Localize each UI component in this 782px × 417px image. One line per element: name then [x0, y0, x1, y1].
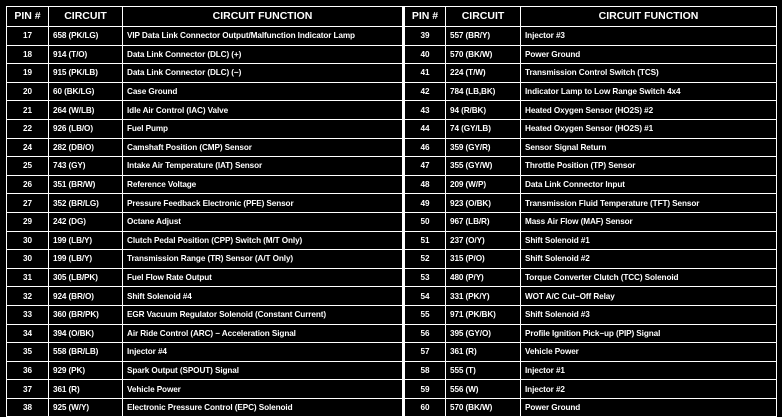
pin-cell-right: 57 — [404, 343, 446, 362]
function-cell-left: Fuel Pump — [123, 119, 404, 138]
table-row — [7, 305, 777, 324]
function-cell-left: Intake Air Temperature (IAT) Sensor — [123, 157, 404, 176]
function-cell-right: Mass Air Flow (MAF) Sensor — [521, 212, 777, 231]
circuit-cell-right: 923 (O/BK) — [446, 194, 521, 213]
pin-cell-left: 20 — [7, 82, 49, 101]
circuit-cell-right: 480 (P/Y) — [446, 268, 521, 287]
circuit-cell-left: 914 (T/O) — [49, 45, 123, 64]
table-row — [7, 45, 777, 64]
circuit-cell-right: 570 (BK/W) — [446, 45, 521, 64]
circuit-cell-left: 199 (LB/Y) — [49, 231, 123, 250]
function-cell-left: Injector #4 — [123, 343, 404, 362]
pin-cell-right: 47 — [404, 157, 446, 176]
pin-cell-right: 40 — [404, 45, 446, 64]
table-row — [7, 175, 777, 194]
circuit-cell-left: 925 (W/Y) — [49, 398, 123, 417]
function-cell-right: Injector #3 — [521, 27, 777, 46]
table-row — [7, 194, 777, 213]
function-cell-right: Shift Solenoid #2 — [521, 250, 777, 269]
function-cell-right: Sensor Signal Return — [521, 138, 777, 157]
pin-cell-left: 21 — [7, 101, 49, 120]
circuit-cell-left: 924 (BR/O) — [49, 287, 123, 306]
function-cell-left: Data Link Connector (DLC) (−) — [123, 64, 404, 83]
circuit-cell-right: 971 (PK/BK) — [446, 305, 521, 324]
function-cell-left: Shift Solenoid #4 — [123, 287, 404, 306]
pin-cell-left: 25 — [7, 157, 49, 176]
circuit-cell-left: 361 (R) — [49, 380, 123, 399]
function-cell-left: Transmission Range (TR) Sensor (A/T Only) — [123, 250, 404, 269]
pin-cell-right: 49 — [404, 194, 446, 213]
table-row — [7, 157, 777, 176]
function-cell-right: Vehicle Power — [521, 343, 777, 362]
table-row — [7, 231, 777, 250]
pin-cell-left: 35 — [7, 343, 49, 362]
function-cell-right: Shift Solenoid #1 — [521, 231, 777, 250]
circuit-cell-left: 199 (LB/Y) — [49, 250, 123, 269]
header-function-left: CIRCUIT FUNCTION — [123, 7, 404, 27]
pin-cell-right: 41 — [404, 64, 446, 83]
circuit-cell-left: 305 (LB/PK) — [49, 268, 123, 287]
table-row — [7, 82, 777, 101]
pin-cell-left: 27 — [7, 194, 49, 213]
pin-cell-left: 31 — [7, 268, 49, 287]
header-pin-left: PIN # — [7, 7, 49, 27]
function-cell-left: Vehicle Power — [123, 380, 404, 399]
circuit-cell-right: 331 (PK/Y) — [446, 287, 521, 306]
function-cell-right: Transmission Control Switch (TCS) — [521, 64, 777, 83]
pin-cell-left: 30 — [7, 250, 49, 269]
circuit-cell-right: 237 (O/Y) — [446, 231, 521, 250]
pin-cell-right: 54 — [404, 287, 446, 306]
pin-cell-left: 17 — [7, 27, 49, 46]
table-row — [7, 361, 777, 380]
function-cell-right: Heated Oxygen Sensor (HO2S) #1 — [521, 119, 777, 138]
function-cell-right: Throttle Position (TP) Sensor — [521, 157, 777, 176]
table-row — [7, 27, 777, 46]
function-cell-left: Camshaft Position (CMP) Sensor — [123, 138, 404, 157]
pin-cell-right: 43 — [404, 101, 446, 120]
header-pin-right: PIN # — [404, 7, 446, 27]
pin-cell-right: 46 — [404, 138, 446, 157]
pin-cell-left: 34 — [7, 324, 49, 343]
function-cell-left: VIP Data Link Connector Output/Malfunction Indicator Lamp — [123, 27, 404, 46]
table-row — [7, 287, 777, 306]
table-row — [7, 250, 777, 269]
table-row — [7, 398, 777, 417]
circuit-cell-right: 209 (W/P) — [446, 175, 521, 194]
function-cell-left: Reference Voltage — [123, 175, 404, 194]
pin-cell-right: 53 — [404, 268, 446, 287]
header-row — [7, 7, 777, 27]
circuit-cell-left: 352 (BR/LG) — [49, 194, 123, 213]
function-cell-right: Power Ground — [521, 45, 777, 64]
circuit-cell-right: 74 (GY/LB) — [446, 119, 521, 138]
function-cell-right: WOT A/C Cut−Off Relay — [521, 287, 777, 306]
table-row — [7, 268, 777, 287]
function-cell-left: Fuel Flow Rate Output — [123, 268, 404, 287]
circuit-cell-left: 915 (PK/LB) — [49, 64, 123, 83]
table-row — [7, 343, 777, 362]
circuit-cell-right: 315 (P/O) — [446, 250, 521, 269]
table-row — [7, 119, 777, 138]
function-cell-left: Clutch Pedal Position (CPP) Switch (M/T Only) — [123, 231, 404, 250]
circuit-cell-left: 929 (PK) — [49, 361, 123, 380]
circuit-cell-left: 351 (BR/W) — [49, 175, 123, 194]
pin-cell-left: 19 — [7, 64, 49, 83]
circuit-cell-right: 557 (BR/Y) — [446, 27, 521, 46]
pin-cell-left: 29 — [7, 212, 49, 231]
function-cell-left: Pressure Feedback Electronic (PFE) Sensor — [123, 194, 404, 213]
function-cell-left: Data Link Connector (DLC) (+) — [123, 45, 404, 64]
header-function-right: CIRCUIT FUNCTION — [521, 7, 777, 27]
circuit-cell-left: 60 (BK/LG) — [49, 82, 123, 101]
table-row — [7, 324, 777, 343]
circuit-cell-right: 224 (T/W) — [446, 64, 521, 83]
function-cell-left: Case Ground — [123, 82, 404, 101]
table-row — [7, 212, 777, 231]
circuit-cell-left: 743 (GY) — [49, 157, 123, 176]
pin-cell-right: 48 — [404, 175, 446, 194]
circuit-cell-right: 94 (R/BK) — [446, 101, 521, 120]
function-cell-right: Injector #1 — [521, 361, 777, 380]
pin-cell-right: 39 — [404, 27, 446, 46]
table-row — [7, 380, 777, 399]
circuit-cell-right: 361 (R) — [446, 343, 521, 362]
pin-cell-left: 32 — [7, 287, 49, 306]
circuit-cell-right: 359 (GY/R) — [446, 138, 521, 157]
function-cell-right: Transmission Fluid Temperature (TFT) Sensor — [521, 194, 777, 213]
circuit-cell-left: 242 (DG) — [49, 212, 123, 231]
circuit-cell-left: 394 (O/BK) — [49, 324, 123, 343]
table-row — [7, 64, 777, 83]
pin-cell-left: 33 — [7, 305, 49, 324]
pin-cell-left: 22 — [7, 119, 49, 138]
pin-cell-right: 55 — [404, 305, 446, 324]
function-cell-right: Power Ground — [521, 398, 777, 417]
pin-cell-left: 30 — [7, 231, 49, 250]
header-circuit-right: CIRCUIT — [446, 7, 521, 27]
function-cell-right: Shift Solenoid #3 — [521, 305, 777, 324]
circuit-cell-right: 555 (T) — [446, 361, 521, 380]
pinout-table — [6, 6, 777, 417]
pin-cell-right: 58 — [404, 361, 446, 380]
circuit-cell-right: 395 (GY/O) — [446, 324, 521, 343]
pin-cell-left: 26 — [7, 175, 49, 194]
circuit-cell-left: 282 (DB/O) — [49, 138, 123, 157]
pin-cell-left: 38 — [7, 398, 49, 417]
circuit-cell-left: 360 (BR/PK) — [49, 305, 123, 324]
function-cell-right: Torque Converter Clutch (TCC) Solenoid — [521, 268, 777, 287]
pin-cell-right: 60 — [404, 398, 446, 417]
function-cell-right: Indicator Lamp to Low Range Switch 4x4 — [521, 82, 777, 101]
circuit-cell-right: 556 (W) — [446, 380, 521, 399]
circuit-cell-left: 926 (LB/O) — [49, 119, 123, 138]
pin-cell-right: 51 — [404, 231, 446, 250]
pin-cell-right: 42 — [404, 82, 446, 101]
function-cell-left: EGR Vacuum Regulator Solenoid (Constant Current) — [123, 305, 404, 324]
circuit-cell-right: 967 (LB/R) — [446, 212, 521, 231]
table-row — [7, 101, 777, 120]
circuit-cell-right: 355 (GY/W) — [446, 157, 521, 176]
circuit-cell-left: 264 (W/LB) — [49, 101, 123, 120]
circuit-cell-left: 558 (BR/LB) — [49, 343, 123, 362]
function-cell-left: Air Ride Control (ARC) − Acceleration Signal — [123, 324, 404, 343]
function-cell-left: Octane Adjust — [123, 212, 404, 231]
function-cell-left: Spark Output (SPOUT) Signal — [123, 361, 404, 380]
function-cell-right: Heated Oxygen Sensor (HO2S) #2 — [521, 101, 777, 120]
pinout-rows — [7, 27, 777, 417]
function-cell-right: Profile Ignition Pick−up (PIP) Signal — [521, 324, 777, 343]
table-row — [7, 138, 777, 157]
pin-cell-right: 59 — [404, 380, 446, 399]
function-cell-right: Data Link Connector Input — [521, 175, 777, 194]
pin-cell-right: 52 — [404, 250, 446, 269]
pin-cell-right: 56 — [404, 324, 446, 343]
header-circuit-left: CIRCUIT — [49, 7, 123, 27]
pin-cell-right: 50 — [404, 212, 446, 231]
circuit-cell-left: 658 (PK/LG) — [49, 27, 123, 46]
pin-cell-left: 24 — [7, 138, 49, 157]
pin-cell-left: 36 — [7, 361, 49, 380]
pin-cell-left: 37 — [7, 380, 49, 399]
pin-cell-right: 44 — [404, 119, 446, 138]
function-cell-left: Idle Air Control (IAC) Valve — [123, 101, 404, 120]
circuit-cell-right: 784 (LB,BK) — [446, 82, 521, 101]
pin-cell-left: 18 — [7, 45, 49, 64]
function-cell-right: Injector #2 — [521, 380, 777, 399]
function-cell-left: Electronic Pressure Control (EPC) Solenoid — [123, 398, 404, 417]
circuit-cell-right: 570 (BK/W) — [446, 398, 521, 417]
